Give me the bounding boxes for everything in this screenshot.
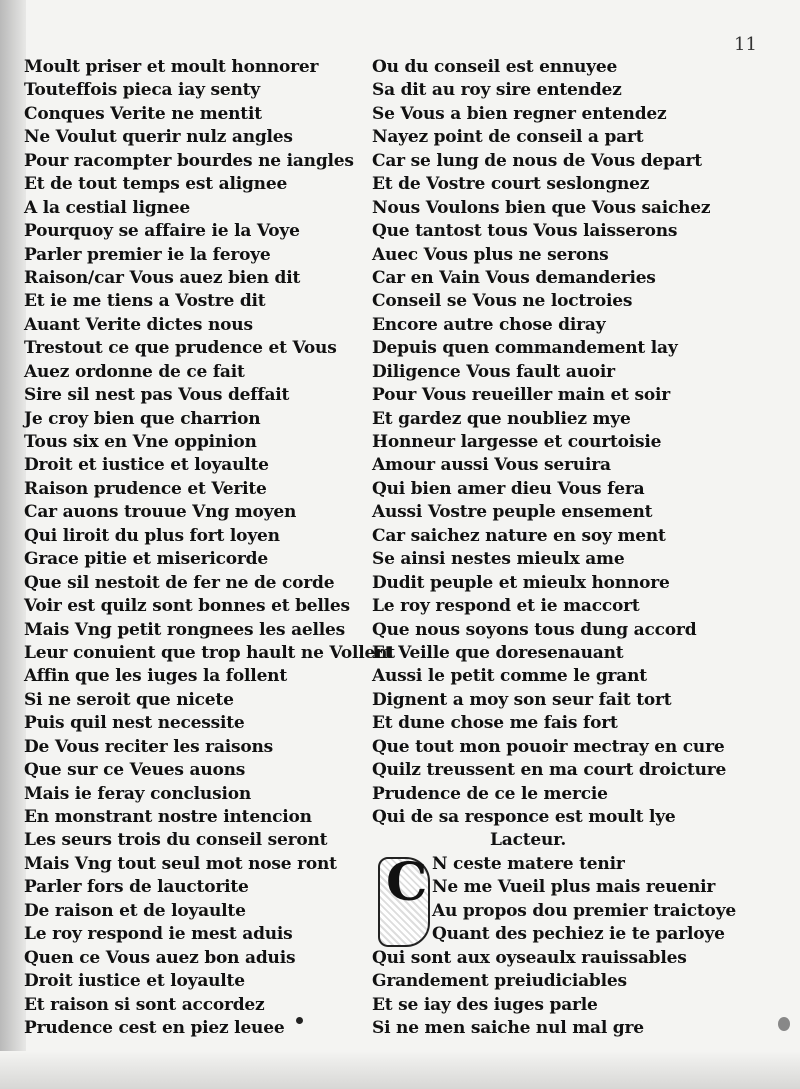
verse-line: Prudence cest en piez leuee <box>24 1017 285 1038</box>
right-text-column <box>372 56 736 1040</box>
verse-line: Qui sont aux oyseaulx rauissables <box>372 947 687 968</box>
verse-line: Affin que les iuges la follent <box>24 666 287 687</box>
right-column-verses <box>372 56 736 829</box>
verse-line: Le roy respond ie mest aduis <box>24 924 293 945</box>
verse-line: Nayez point de conseil a part <box>372 127 644 148</box>
verse-line: Raison prudence et Verite <box>24 478 267 499</box>
verse-line: Diligence Vous fault auoir <box>372 361 615 382</box>
verse-line: Prudence de ce le mercie <box>372 783 608 804</box>
verse-line: Et se iay des iuges parle <box>372 994 598 1015</box>
verse-line: Aussi le petit comme le grant <box>372 666 647 687</box>
page-bottom-shadow <box>0 1051 800 1089</box>
verse-line: Tous six en Vne oppinion <box>24 432 257 452</box>
verse-line: Dudit peuple et mieulx honnore <box>372 572 670 593</box>
verse-line: Pour racompter bourdes ne iangles <box>24 150 354 171</box>
verse-line: Grace pitie et misericorde <box>24 549 268 570</box>
verse-line: Quilz treussent en ma court droicture <box>372 760 727 781</box>
verse-line: N ceste matere tenir <box>432 853 625 874</box>
verse-line: Auec Vous plus ne serons <box>372 244 609 265</box>
page-edge-mark <box>778 1017 790 1031</box>
verse-line: Quen ce Vous auez bon aduis <box>24 947 296 968</box>
verse-line: Qui bien amer dieu Vous fera <box>372 478 645 499</box>
initial-letter: C <box>386 851 428 913</box>
verse-line: Je croy bien que charrion <box>24 408 261 429</box>
verse-line: Pourquoy se affaire ie la Voye <box>24 221 300 242</box>
verse-line: Qui liroit du plus fort loyen <box>24 525 280 546</box>
left-text-column <box>24 56 395 1040</box>
verse-line: Et de tout temps est alignee <box>24 174 288 195</box>
verse-line: Car en Vain Vous demanderies <box>372 267 656 288</box>
verse-line: Puis quil nest necessite <box>24 713 245 734</box>
verse-line: Amour aussi Vous seruira <box>372 455 611 476</box>
verse-line: A la cestial lignee <box>24 197 190 218</box>
verse-line: Pour Vous reueiller main et soir <box>372 385 670 406</box>
verse-line: Que sur ce Veues auons <box>24 760 246 781</box>
verse-line: Parler fors de lauctorite <box>24 877 249 898</box>
section-heading: Lacteur. <box>490 830 567 851</box>
initial-block <box>372 853 736 1041</box>
verse-line: Que tout mon pouoir mectray en cure <box>372 736 725 757</box>
verse-line: Et dune chose me fais fort <box>372 713 618 734</box>
verse-line: Dignent a moy son seur fait tort <box>372 689 672 710</box>
verse-line: Touteffois pieca iay senty <box>24 80 260 101</box>
verse-line: Au propos dou premier traictoye <box>432 900 736 921</box>
verse-line: Que nous soyons tous dung accord <box>372 619 697 640</box>
verse-line: Si ne men saiche nul mal gre <box>372 1017 644 1038</box>
verse-line: En monstrant nostre intencion <box>24 807 312 827</box>
verse-line: Nous Voulons bien que Vous saichez <box>372 197 711 218</box>
ink-dot <box>296 1017 303 1024</box>
verse-line: Trestout ce que prudence et Vous <box>24 338 337 359</box>
verse-line: Droit iustice et loyaulte <box>24 971 245 992</box>
verse-line: Sa dit au roy sire entendez <box>372 80 622 101</box>
verse-line: Le roy respond et ie maccort <box>372 596 640 617</box>
verse-line: Car saichez nature en soy ment <box>372 525 666 546</box>
verse-line: Si ne seroit que nicete <box>24 689 234 710</box>
verse-line: Et ie me tiens a Vostre dit <box>24 291 266 312</box>
verse-line: Droit et iustice et loyaulte <box>24 455 269 476</box>
verse-line: Ne me Vueil plus mais reuenir <box>432 877 716 898</box>
verse-line: Encore autre chose diray <box>372 314 606 335</box>
verse-line: Raison/car Vous auez bien dit <box>24 267 301 288</box>
verse-line: Car auons trouue Vng moyen <box>24 502 297 523</box>
verse-line: Que sil nestoit de fer ne de corde <box>24 572 335 593</box>
verse-line: Et Veille que doresenauant <box>372 642 624 663</box>
verse-line: Ou du conseil est ennuyee <box>372 57 618 77</box>
verse-line: Mais Vng petit rongnees les aelles <box>24 619 346 640</box>
verse-line: Car se lung de nous de Vous depart <box>372 150 702 171</box>
verse-line: Que tantost tous Vous laisserons <box>372 221 678 242</box>
verse-line: Les seurs trois du conseil seront <box>24 830 328 851</box>
verse-line: Moult priser et moult honnorer <box>24 57 319 77</box>
verse-line: Et gardez que noubliez mye <box>372 408 631 429</box>
verse-line: Grandement preiudiciables <box>372 971 627 992</box>
verse-line: Et raison si sont accordez <box>24 994 265 1015</box>
verse-line: De raison et de loyaulte <box>24 900 246 921</box>
verse-line: Auant Verite dictes nous <box>24 314 253 335</box>
verse-line: De Vous reciter les raisons <box>24 736 274 757</box>
verse-line: Et de Vostre court seslongnez <box>372 174 650 195</box>
folio-number: 11 <box>734 34 757 55</box>
verse-line: Conseil se Vous ne loctroies <box>372 291 633 312</box>
verse-line: Sire sil nest pas Vous deffait <box>24 385 290 406</box>
verse-line: Se ainsi nestes mieulx ame <box>372 549 625 570</box>
verse-line: Qui de sa responce est moult lye <box>372 807 676 827</box>
verse-line: Voir est quilz sont bonnes et belles <box>24 596 350 617</box>
verse-line: Parler premier ie la feroye <box>24 244 271 265</box>
verse-line: Conques Verite ne mentit <box>24 103 262 124</box>
verse-line: Depuis quen commandement lay <box>372 338 678 359</box>
verse-line: Mais ie feray conclusion <box>24 783 252 804</box>
verse-line: Honneur largesse et courtoisie <box>372 432 662 452</box>
verse-line: Se Vous a bien regner entendez <box>372 103 667 124</box>
decorated-initial <box>378 851 430 947</box>
verse-line: Leur conuient que trop hault ne Vollent <box>24 642 395 663</box>
page-gutter-shadow <box>0 0 26 1089</box>
verse-line: Mais Vng tout seul mot nose ront <box>24 853 337 874</box>
verse-line: Quant des pechiez ie te parloye <box>432 924 725 945</box>
verse-line: Aussi Vostre peuple ensement <box>372 502 653 523</box>
verse-line: Auez ordonne de ce fait <box>24 361 245 382</box>
verse-line: Ne Voulut querir nulz angles <box>24 127 293 148</box>
